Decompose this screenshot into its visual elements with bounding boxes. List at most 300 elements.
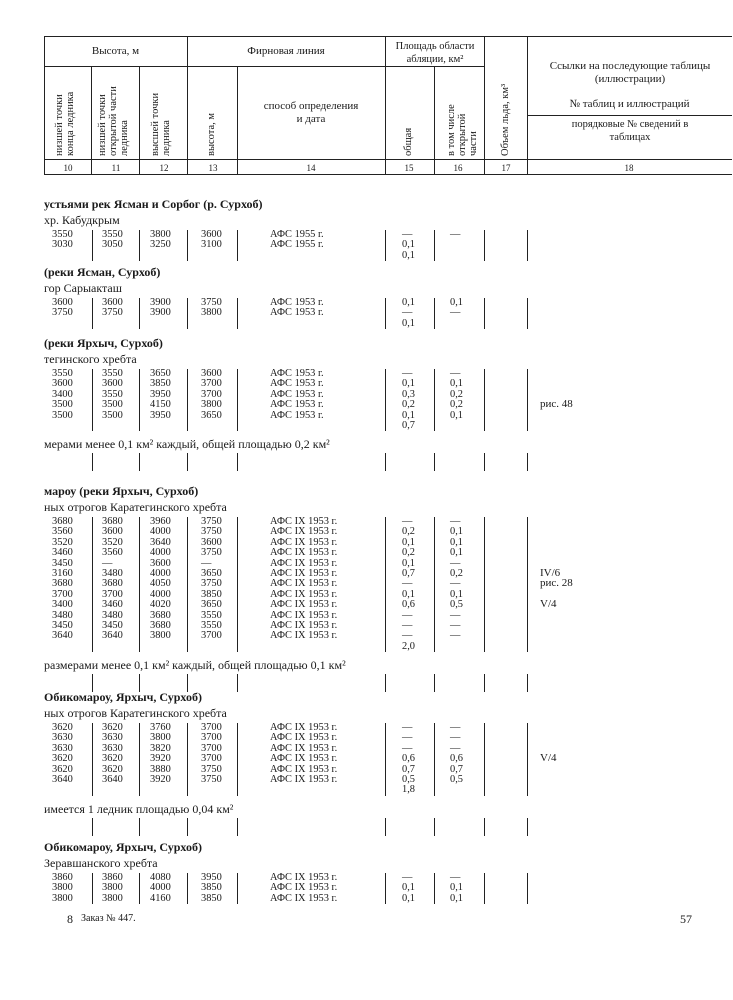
table-cell: 0,1	[450, 892, 463, 904]
table-cell: 3700	[201, 630, 222, 642]
column-rule	[92, 453, 93, 471]
table-cell: 3050	[102, 239, 123, 251]
table-cell: АФС IX 1953 г.	[270, 872, 338, 883]
table-cell: 3700	[201, 722, 222, 733]
table-cell: 3950	[150, 388, 171, 400]
table-cell: 3850	[201, 892, 222, 904]
table-cell: 3620	[52, 753, 73, 765]
table-cell: АФС IX 1953 г.	[270, 722, 338, 733]
table-cell: 0,2	[450, 568, 463, 579]
column-rule	[139, 818, 140, 836]
table-cell: 3850	[150, 378, 171, 390]
header-area-group: Площадь области абляции, км²	[395, 41, 475, 65]
table-cell: —	[201, 557, 212, 569]
section-title: (реки Ярхыч, Сурхоб)	[44, 336, 163, 350]
table-cell: 3800	[52, 892, 73, 904]
table-cell: 0,1	[402, 536, 415, 548]
section-title: Обикомароу, Ярхыч, Сурхоб)	[44, 690, 202, 704]
table-cell: —	[402, 516, 413, 527]
table-cell: —	[102, 557, 113, 569]
header-col10: низшей точки конца ледника	[54, 91, 76, 156]
footer-sheet-no: 8	[67, 912, 73, 926]
table-cell: —	[402, 742, 413, 754]
table-cell: АФС IX 1953 г.	[270, 516, 338, 527]
table-cell: 3800	[102, 882, 123, 894]
table-row	[0, 894, 733, 904]
table-cell: 3650	[201, 409, 222, 421]
table-cell: 0,2	[450, 388, 463, 400]
table-cell: 3900	[150, 307, 171, 319]
table-cell: 3030	[52, 239, 73, 251]
column-rule	[237, 369, 238, 431]
table-row	[0, 308, 733, 318]
column-rule	[237, 298, 238, 329]
table-cell: 3500	[52, 409, 73, 421]
table-cell: 3460	[102, 599, 123, 611]
table-cell: 0,7	[402, 763, 415, 775]
column-rule	[92, 873, 93, 904]
section-title: мароу (реки Ярхыч, Сурхоб)	[44, 484, 199, 498]
column-rule	[434, 369, 435, 431]
table-cell: АФС IX 1953 г.	[270, 753, 338, 765]
table-cell: АФС 1955 г.	[270, 239, 324, 251]
table-cell: —	[450, 872, 461, 883]
table-cell: 3800	[52, 882, 73, 894]
table-cell: 3640	[102, 774, 123, 785]
table-cell: 4000	[150, 882, 171, 894]
column-rule	[434, 818, 435, 836]
column-rule	[139, 873, 140, 904]
table-cell: 3550	[52, 229, 73, 240]
table-cell: 3680	[150, 620, 171, 631]
table-cell: 3750	[201, 516, 222, 527]
column-rule	[434, 298, 435, 329]
table-cell: 3640	[102, 630, 123, 642]
table-cell: 3900	[150, 297, 171, 308]
table-cell: 3550	[102, 368, 123, 379]
footer-order: Заказ № 447.	[81, 913, 136, 924]
table-cell: 3700	[201, 388, 222, 400]
table-cell: 3600	[201, 536, 222, 548]
table-cell: —	[450, 722, 461, 733]
table-cell: 0,1	[402, 892, 415, 904]
column-rule	[527, 674, 528, 692]
table-cell: 0,1	[402, 317, 415, 329]
table-cell: 3620	[102, 763, 123, 775]
table-cell: 0,5	[450, 774, 463, 785]
table-cell: 3700	[201, 753, 222, 765]
table-cell: 3920	[150, 774, 171, 785]
table-cell: 3650	[201, 599, 222, 611]
table-row	[0, 319, 733, 329]
table-cell: 3560	[52, 526, 73, 538]
column-rule	[527, 369, 528, 431]
column-rule	[385, 230, 386, 261]
column-rule	[385, 873, 386, 904]
header-col18-title: Ссылки на последующие таблицы (иллюстрации)	[549, 60, 711, 85]
table-cell: 3450	[52, 557, 73, 569]
column-rule	[385, 517, 386, 652]
table-cell: 3500	[102, 399, 123, 411]
column-rule	[187, 230, 188, 261]
table-cell: 3600	[150, 557, 171, 569]
column-rule	[92, 298, 93, 329]
table-cell: 3620	[52, 722, 73, 733]
table-cell: —	[450, 620, 461, 631]
table-cell: 3250	[150, 239, 171, 251]
column-rule	[187, 517, 188, 652]
header-col14: способ определения и дата	[263, 100, 359, 125]
table-cell: АФС IX 1953 г.	[270, 578, 338, 590]
table-cell: 3700	[201, 742, 222, 754]
table-row	[0, 421, 733, 431]
table-cell: 3750	[201, 763, 222, 775]
table-cell: АФС IX 1953 г.	[270, 630, 338, 642]
column-rule	[237, 873, 238, 904]
column-rule	[484, 453, 485, 471]
table-cell: 3100	[201, 239, 222, 251]
column-rule	[237, 230, 238, 261]
column-rule	[92, 818, 93, 836]
header-height-group: Высота, м	[91, 45, 140, 57]
table-cell: —	[402, 229, 413, 240]
table-cell: 0,2	[402, 399, 415, 411]
table-row	[0, 785, 733, 795]
table-cell: 3560	[102, 547, 123, 559]
table-cell: 3620	[52, 763, 73, 775]
table-cell: 3640	[52, 630, 73, 642]
table-cell: 3400	[52, 388, 73, 400]
column-rule	[484, 873, 485, 904]
table-cell: АФС IX 1953 г.	[270, 547, 338, 559]
section-subtitle: хр. Кабудкрым	[44, 213, 120, 227]
column-rule	[237, 517, 238, 652]
column-rule	[139, 517, 140, 652]
table-cell: —	[402, 368, 413, 379]
table-row	[0, 411, 733, 421]
table-cell: 3620	[102, 753, 123, 765]
column-rule	[527, 230, 528, 261]
table-cell: —	[450, 516, 461, 527]
table-cell: 0,5	[402, 774, 415, 785]
table-cell: АФС 1953 г.	[270, 368, 324, 379]
section-note: имеется 1 ледник площадью 0,04 км²	[44, 801, 234, 816]
column-rule	[139, 723, 140, 796]
table-cell: 3600	[52, 378, 73, 390]
table-cell: 4020	[150, 599, 171, 611]
col-number: 11	[111, 163, 121, 173]
column-rule	[434, 517, 435, 652]
table-cell: —	[402, 722, 413, 733]
table-cell: 1,8	[402, 784, 415, 796]
table-cell: 3680	[52, 516, 73, 527]
table-cell: АФС IX 1953 г.	[270, 763, 338, 775]
table-cell: АФС IX 1953 г.	[270, 526, 338, 538]
table-cell: 3680	[150, 609, 171, 621]
col-number: 14	[306, 163, 316, 173]
column-rule	[385, 723, 386, 796]
column-rule	[187, 298, 188, 329]
table-cell: 3160	[52, 568, 73, 579]
column-rule	[385, 818, 386, 836]
column-rule	[434, 873, 435, 904]
section-subtitle: Зеравшанского хребта	[44, 856, 158, 870]
section-title: (реки Ясман, Сурхоб)	[44, 265, 161, 279]
column-rule	[527, 873, 528, 904]
table-cell: —	[402, 609, 413, 621]
table-cell: —	[402, 630, 413, 642]
column-rule	[385, 453, 386, 471]
table-cell: 3520	[102, 536, 123, 548]
table-cell: 0,1	[450, 526, 463, 538]
table-cell: 4160	[150, 892, 171, 904]
table-row	[0, 642, 733, 652]
section-note: мерами менее 0,1 км² каждый, общей площадью 0,2 км²	[44, 437, 330, 452]
table-cell: 3500	[102, 409, 123, 421]
column-rule	[385, 674, 386, 692]
table-cell: АФС 1953 г.	[270, 409, 324, 421]
column-rule	[434, 230, 435, 261]
table-cell: 0,3	[402, 388, 415, 400]
col-number: 18	[624, 163, 634, 173]
table-cell: 0,1	[450, 882, 463, 894]
table-cell: АФС IX 1953 г.	[270, 588, 338, 600]
table-reference: рис. 48	[540, 398, 573, 411]
table-cell: 3450	[52, 620, 73, 631]
col-number: 15	[404, 163, 414, 173]
table-cell: —	[450, 307, 461, 319]
column-rule	[92, 230, 93, 261]
table-cell: 3630	[102, 742, 123, 754]
table-reference: IV/6	[540, 567, 561, 579]
column-rule	[484, 818, 485, 836]
header-col12: высшей точки ледника	[150, 92, 172, 156]
table-row	[0, 775, 733, 785]
column-rule	[385, 369, 386, 431]
table-cell: 0,7	[402, 568, 415, 579]
table-cell: 3850	[201, 882, 222, 894]
table-cell: 3700	[52, 588, 73, 600]
section-subtitle: гор Сарыакташ	[44, 281, 122, 295]
table-cell: 0,2	[450, 399, 463, 411]
table-cell: 3800	[201, 399, 222, 411]
table-reference: V/4	[540, 752, 557, 765]
table-cell: —	[450, 732, 461, 744]
table-cell: 3920	[150, 753, 171, 765]
column-rule	[434, 674, 435, 692]
table-cell: 3800	[150, 630, 171, 642]
table-cell: 3650	[150, 368, 171, 379]
table-cell: 0,1	[402, 297, 415, 308]
table-cell: 0,1	[402, 588, 415, 600]
table-cell: 3860	[52, 872, 73, 883]
column-rule	[237, 674, 238, 692]
column-rule	[527, 517, 528, 652]
column-rule	[139, 453, 140, 471]
table-cell: 3750	[201, 547, 222, 559]
table-cell: 3700	[102, 588, 123, 600]
table-cell: 3680	[102, 578, 123, 590]
table-cell: 3600	[102, 297, 123, 308]
table-cell: 0,7	[402, 420, 415, 431]
table-cell: 3550	[201, 609, 222, 621]
table-row	[0, 631, 733, 641]
table-cell: АФС IX 1953 г.	[270, 557, 338, 569]
table-cell: АФС 1953 г.	[270, 307, 324, 319]
table-cell: АФС 1955 г.	[270, 229, 324, 240]
table-cell: 0,1	[402, 378, 415, 390]
page-number: 57	[680, 912, 692, 926]
table-cell: АФС IX 1953 г.	[270, 620, 338, 631]
table-cell: 4000	[150, 547, 171, 559]
table-cell: 3760	[150, 722, 171, 733]
section-subtitle: тегинского хребта	[44, 352, 137, 366]
table-cell: 4050	[150, 578, 171, 590]
table-cell: 0,1	[450, 588, 463, 600]
table-cell: 4000	[150, 568, 171, 579]
table-cell: 3750	[201, 526, 222, 538]
col-number: 12	[159, 163, 169, 173]
column-rule	[237, 723, 238, 796]
column-rule	[139, 369, 140, 431]
table-cell: 3650	[201, 568, 222, 579]
table-cell: —	[450, 609, 461, 621]
table-cell: 0,6	[402, 753, 415, 765]
column-rule	[527, 818, 528, 836]
column-rule	[527, 723, 528, 796]
table-cell: —	[450, 742, 461, 754]
table-cell: 3950	[150, 409, 171, 421]
column-rule	[484, 369, 485, 431]
table-cell: 3800	[201, 307, 222, 319]
table-cell: —	[402, 732, 413, 744]
column-rule	[484, 723, 485, 796]
col-number: 16	[453, 163, 463, 173]
table-cell: 3550	[102, 388, 123, 400]
column-rule	[527, 453, 528, 471]
table-cell: —	[450, 630, 461, 642]
column-rule	[237, 453, 238, 471]
table-cell: 0,1	[402, 239, 415, 251]
column-rule	[92, 369, 93, 431]
table-cell: 3750	[201, 578, 222, 590]
table-cell: 3600	[102, 378, 123, 390]
column-rule	[484, 517, 485, 652]
table-cell: 3630	[52, 732, 73, 744]
table-cell: 3480	[102, 609, 123, 621]
table-cell: АФС 1953 г.	[270, 399, 324, 411]
table-reference: V/4	[540, 598, 557, 611]
table-cell: 4000	[150, 588, 171, 600]
table-cell: 4000	[150, 526, 171, 538]
table-cell: 3620	[102, 722, 123, 733]
table-cell: 0,1	[450, 409, 463, 421]
table-cell: 3680	[102, 516, 123, 527]
table-cell: АФС IX 1953 г.	[270, 568, 338, 579]
column-rule	[187, 453, 188, 471]
table-cell: 3800	[150, 229, 171, 240]
table-cell: АФС 1953 г.	[270, 378, 324, 390]
col-number: 13	[208, 163, 218, 173]
table-cell: 0,1	[450, 297, 463, 308]
table-cell: 3640	[52, 774, 73, 785]
table-cell: 3600	[201, 229, 222, 240]
table-cell: АФС 1953 г.	[270, 388, 324, 400]
table-cell: 0,1	[402, 409, 415, 421]
table-cell: 3700	[201, 732, 222, 744]
table-cell: 3800	[150, 732, 171, 744]
header-col16: в том числе открытой части	[446, 104, 479, 156]
header-col15: общая	[403, 127, 414, 156]
table-cell: 0,1	[450, 536, 463, 548]
table-cell: 3600	[102, 526, 123, 538]
table-cell: —	[402, 307, 413, 319]
table-cell: 3520	[52, 536, 73, 548]
table-cell: 3860	[102, 872, 123, 883]
column-rule	[527, 298, 528, 329]
section-note: размерами менее 0,1 км² каждый, общей площадью 0,1 км²	[44, 658, 346, 673]
table-cell: —	[402, 872, 413, 883]
table-cell: 3960	[150, 516, 171, 527]
section-subtitle: ных отрогов Каратегинского хребта	[44, 706, 227, 720]
table-cell: 0,6	[450, 753, 463, 765]
col-number: 10	[63, 163, 73, 173]
table-cell: 0,1	[450, 378, 463, 390]
table-cell: 3880	[150, 763, 171, 775]
table-cell: —	[402, 578, 413, 590]
section-title: Обикомароу, Ярхыч, Сурхоб)	[44, 840, 202, 854]
table-cell: АФС IX 1953 г.	[270, 774, 338, 785]
table-cell: —	[402, 620, 413, 631]
table-cell: 3400	[52, 599, 73, 611]
table-cell: 3460	[52, 547, 73, 559]
table-cell: АФС IX 1953 г.	[270, 892, 338, 904]
table-cell: 3950	[201, 872, 222, 883]
table-cell: 3640	[150, 536, 171, 548]
table-cell: 0,1	[402, 882, 415, 894]
table-cell: АФС IX 1953 г.	[270, 609, 338, 621]
table-cell: 0,1	[402, 557, 415, 569]
table-cell: —	[450, 578, 461, 590]
table-cell: 0,6	[402, 599, 415, 611]
table-cell: 3480	[52, 609, 73, 621]
section-title: устьями рек Ясман и Сорбог (р. Сурхоб)	[44, 197, 263, 211]
header-col13: высота, м	[206, 112, 217, 156]
table-cell: АФС IX 1953 г.	[270, 742, 338, 754]
column-rule	[139, 230, 140, 261]
table-cell: 0,1	[450, 547, 463, 559]
header-col17: Объем льда, км³	[500, 83, 511, 156]
table-cell: 3550	[52, 368, 73, 379]
table-cell: 3550	[102, 229, 123, 240]
header-col18-sub1: № таблиц и иллюстраций	[569, 98, 690, 110]
table-cell: 3750	[52, 307, 73, 319]
column-rule	[187, 873, 188, 904]
table-row	[0, 240, 733, 250]
table-cell: АФС IX 1953 г.	[270, 882, 338, 894]
table-row	[0, 251, 733, 261]
table-cell: 3820	[150, 742, 171, 754]
table-cell: АФС 1953 г.	[270, 297, 324, 308]
table-cell: 2,0	[402, 640, 415, 652]
table-cell: 3680	[52, 578, 73, 590]
column-rule	[92, 723, 93, 796]
table-cell: 3750	[102, 307, 123, 319]
column-rule	[187, 723, 188, 796]
header-col18-sub2: порядковые № сведений в таблицах	[571, 119, 689, 143]
table-reference: рис. 28	[540, 577, 573, 590]
table-cell: 0,1	[402, 249, 415, 261]
